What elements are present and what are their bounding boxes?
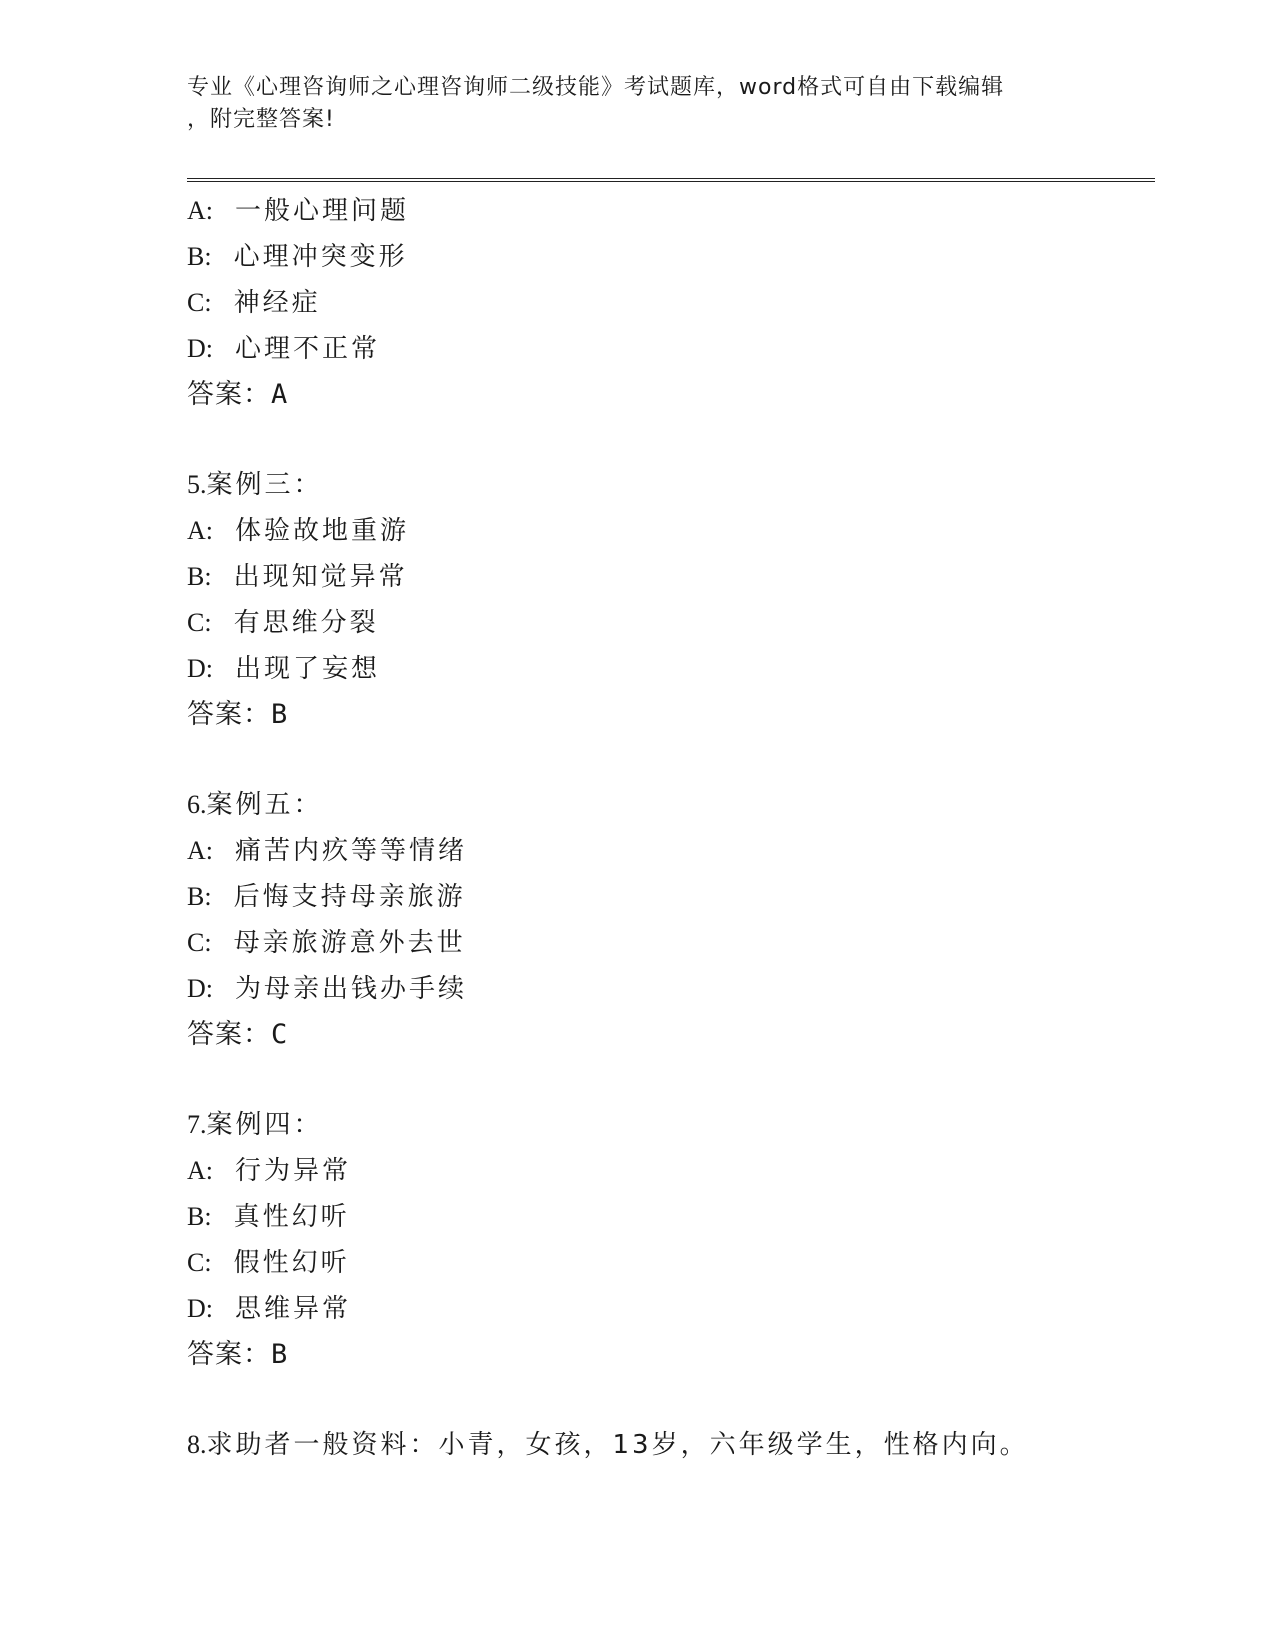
- option-b: B: 心理冲突变形: [187, 242, 408, 272]
- answer-line: 答案：B: [187, 699, 289, 730]
- header-divider: [187, 178, 1155, 182]
- document-header: [187, 72, 1067, 136]
- question-title: 6.案例五：: [187, 790, 323, 820]
- option-a: A: 一般心理问题: [187, 196, 410, 226]
- option-d: D: 出现了妄想: [187, 654, 381, 684]
- header-line-2: ，附完整答案!: [187, 107, 335, 132]
- header-line-1: 专业《心理咨询师之心理咨询师二级技能》考试题库，word格式可自由下载编辑: [187, 75, 1005, 100]
- question-block-7: [187, 1102, 1147, 1378]
- answer-line: 答案：C: [187, 1019, 289, 1050]
- option-d: D: 为母亲出钱办手续: [187, 974, 468, 1004]
- answer-line: 答案：B: [187, 1339, 289, 1370]
- option-a: A: 行为异常: [187, 1156, 352, 1186]
- option-b: B: 出现知觉异常: [187, 562, 408, 592]
- question-block-6: [187, 782, 1147, 1058]
- option-c: C: 神经症: [187, 288, 321, 318]
- option-d: D: 思维异常: [187, 1294, 352, 1324]
- option-c: C: 假性幻听: [187, 1248, 350, 1278]
- option-a: A: 体验故地重游: [187, 516, 410, 546]
- option-c: C: 母亲旅游意外去世: [187, 928, 466, 958]
- question-block-4: [187, 188, 1147, 418]
- option-c: C: 有思维分裂: [187, 608, 379, 638]
- option-b: B: 后悔支持母亲旅游: [187, 882, 466, 912]
- question-title: 8.求助者一般资料：小青，女孩，13岁，六年级学生，性格内向。: [187, 1430, 1029, 1460]
- option-b: B: 真性幻听: [187, 1202, 350, 1232]
- answer-line: 答案：A: [187, 379, 289, 410]
- question-content: [187, 188, 1147, 1468]
- question-title: 5.案例三：: [187, 470, 323, 500]
- option-d: D: 心理不正常: [187, 334, 381, 364]
- question-block-8: [187, 1422, 1147, 1468]
- question-title: 7.案例四：: [187, 1110, 323, 1140]
- option-a: A: 痛苦内疚等等情绪: [187, 836, 468, 866]
- question-block-5: [187, 462, 1147, 738]
